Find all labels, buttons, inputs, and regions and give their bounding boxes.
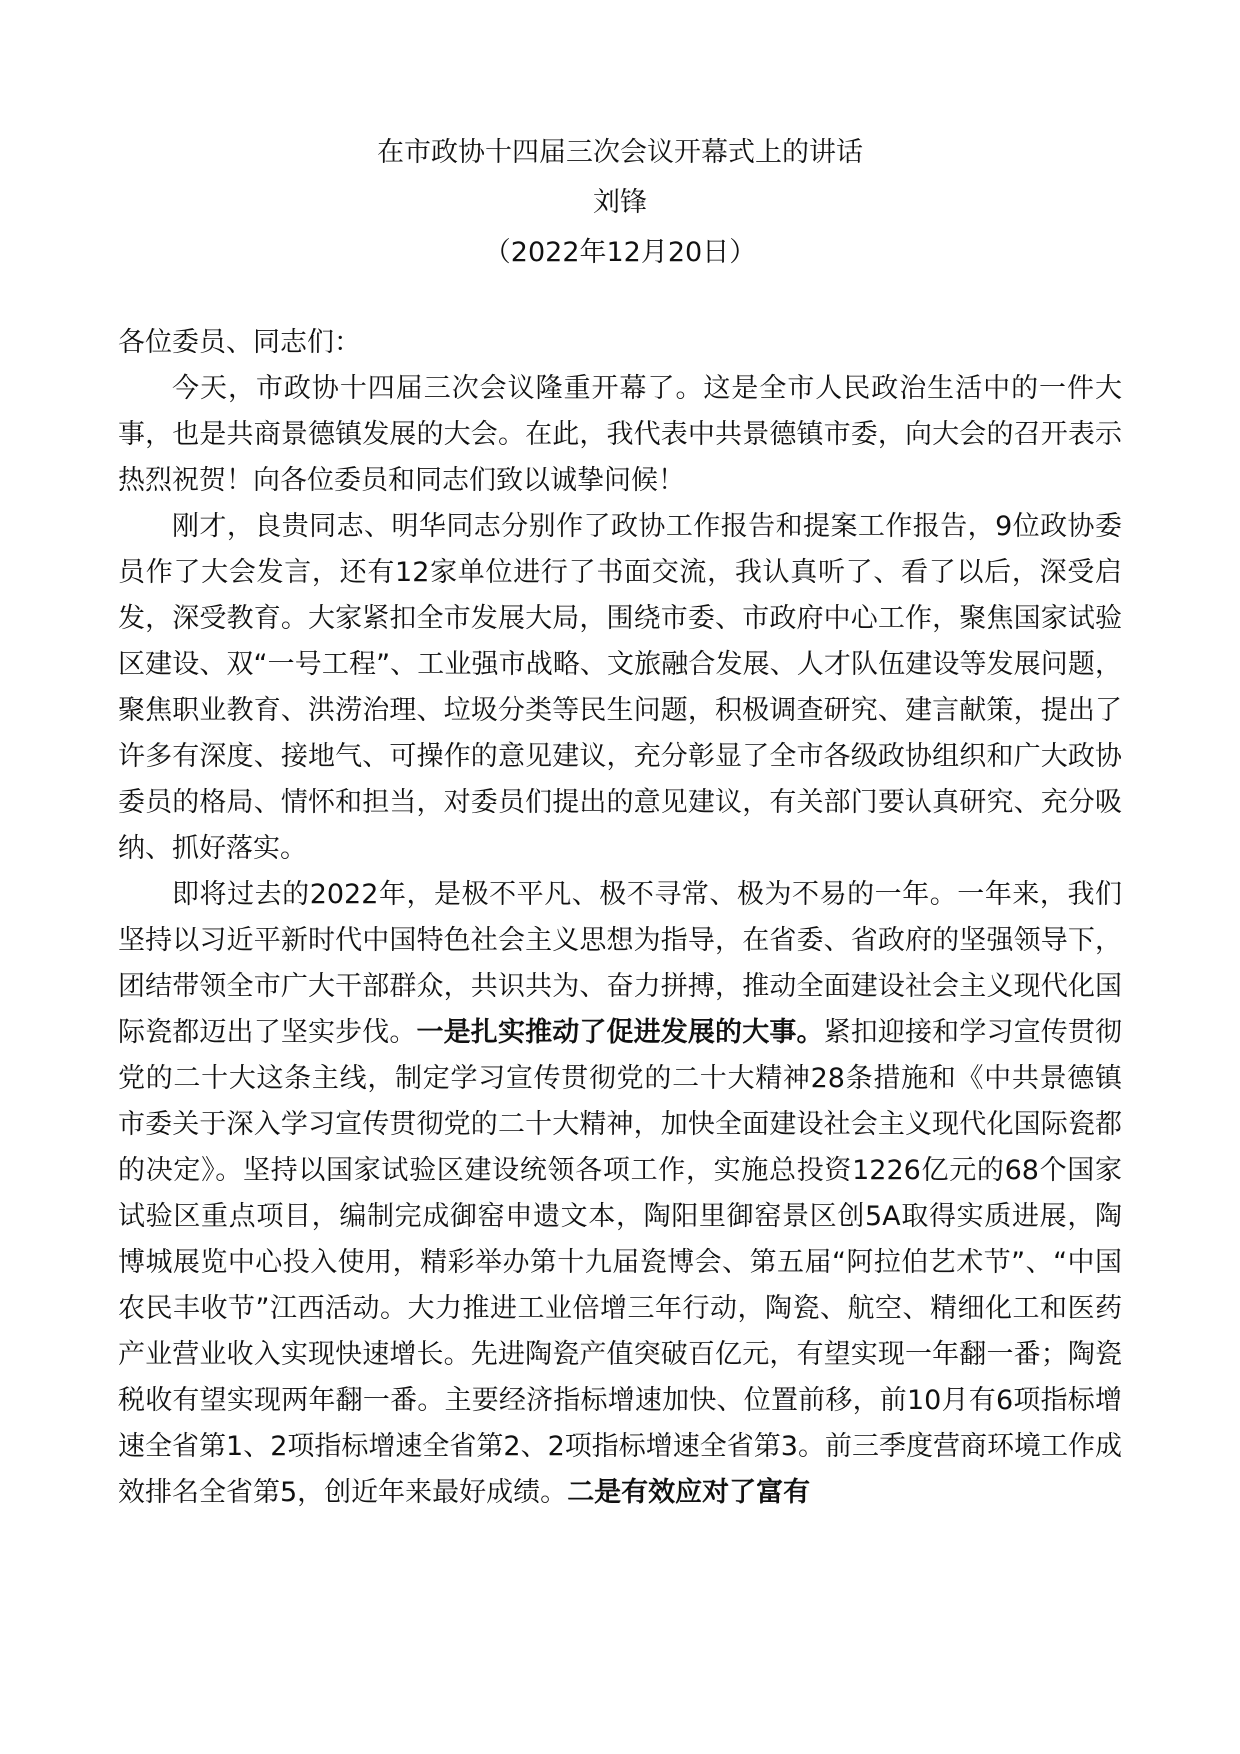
paragraph-text: 即将过去的2022年，是极不平凡、极不寻常、极为不易的一年。一年来，我们坚持以习近平新时代中国特色社会主义思想为指导，在省委、省政府的坚强领导下，团结带领全市广大干部群众，共识共为、奋力拼搏，推动全面建设社会主义现代化国际瓷都迈出了坚实步伐。: [118, 879, 1122, 1048]
paragraph-text: 刚才，良贵同志、明华同志分别作了政协工作报告和提案工作报告，9位政协委员作了大会发言，还有12家单位进行了书面交流，我认真听了、看了以后，深受启发，深受教育。大家紧扣全市发展大局，围绕市委、市政府中心工作，聚焦国家试验区建设、双“一号工程”、工业强市战略、文旅融合发展、人才队伍建设等发展问题，聚焦职业教育、洪涝治理、垃圾分类等民生问题，积极调查研究、建言献策，提出了许多有深度、接地气、可操作的意见建议，充分彰显了全市各级政协组织和广大政协委员的格局、情怀和担当，对委员们提出的意见建议，有关部门要认真研究、充分吸纳、抓好落实。: [118, 511, 1122, 864]
salutation: 各位委员、同志们：: [118, 327, 361, 358]
paragraph-text: 紧扣迎接和学习宣传贯彻党的二十大这条主线，制定学习宣传贯彻党的二十大精神28条措施和《中共景德镇市委关于深入学习宣传贯彻党的二十大精神，加快全面建设社会主义现代化国际瓷都的决定》。坚持以国家试验区建设统领各项工作，实施总投资1226亿元的68个国家试验区重点项目，编制完成御窑申遗文本，陶阳里御窑景区创5A取得实质进展，陶博城展览中心投入使用，精彩举办第十九届瓷博会、第五届“阿拉伯艺术节”、“中国农民丰收节”江西活动。大力推进工业倍增三年行动，陶瓷、航空、精细化工和医药产业营业收入实现快速增长。先进陶瓷产值突破百亿元，有望实现一年翻一番；陶瓷税收有望实现两年翻一番。主要经济指标增速加快、位置前移，前10月有6项指标增速全省第1、2项指标增速全省第2、2项指标增速全省第3。前三季度营商环境工作成效排名全省第5，创近年来最好成绩。: [118, 1017, 1123, 1508]
paragraph-text: 今天，市政协十四届三次会议隆重开幕了。这是全市人民政治生活中的一件大事，也是共商景德镇发展的大会。在此，我代表中共景德镇市委，向大会的召开表示热烈祝贺！向各位委员和同志们致以诚挚问候！: [118, 373, 1122, 496]
paragraph-3: [118, 872, 1122, 1516]
document-title: 在市政协十四届三次会议开幕式上的讲话: [377, 137, 863, 168]
paragraph-1: [118, 366, 1122, 504]
document-date: （2022年12月20日）: [483, 237, 757, 268]
document-author: 刘锋: [593, 187, 647, 218]
bold-heading-second: 二是有效应对了富有: [567, 1477, 811, 1508]
bold-heading-first: 一是扎实推动了促进发展的大事。: [416, 1017, 824, 1048]
paragraph-2: [118, 504, 1122, 872]
